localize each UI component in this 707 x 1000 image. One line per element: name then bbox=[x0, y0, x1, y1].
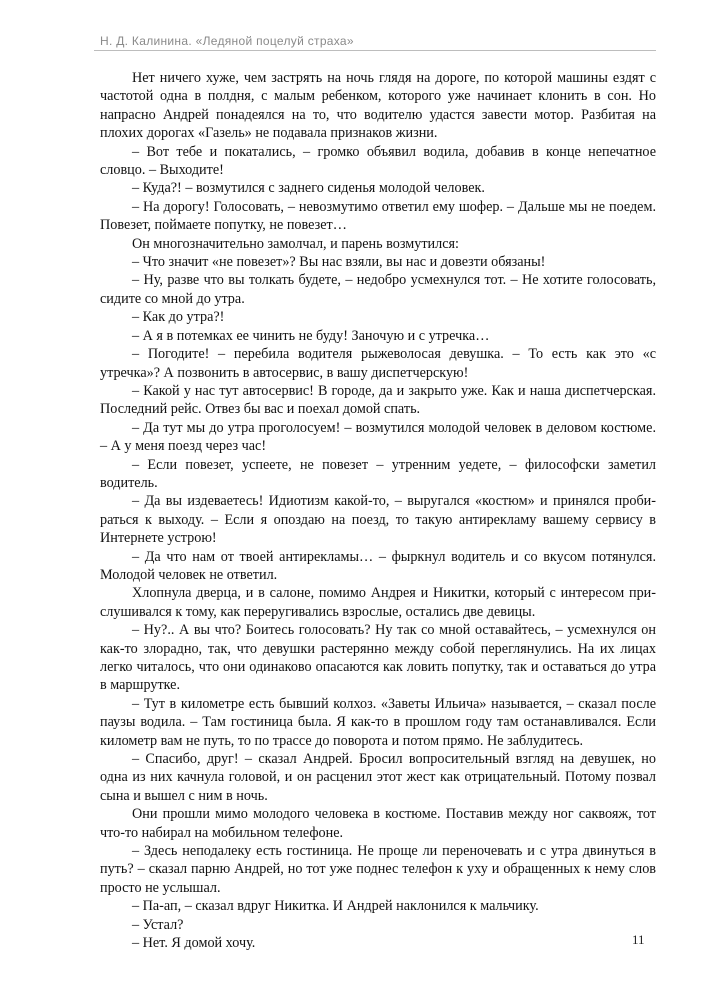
paragraph: Они прошли мимо молодого человека в костюме. Поставив между ног саквояж, тот что-то набирал на мобильном телефоне. bbox=[100, 806, 656, 841]
page-number: 11 bbox=[632, 932, 645, 947]
header-divider bbox=[94, 50, 656, 51]
paragraph: – Нет. Я домой хочу. bbox=[132, 935, 256, 952]
paragraph: – Да тут мы до утра проголосуем! – возмутился молодой человек в деловом костюме. – А у меня поезд через час! bbox=[100, 419, 656, 455]
paragraph: – Устал? bbox=[132, 916, 184, 933]
paragraph: Нет ничего хуже, чем застрять на ночь глядя на дороге, по которой машины ездят с частотой одна в полдня, с малым ребенком, которого уже начинает клонить в сон. Но напрасно Андрей понадеялся на то, что водителю удастся завести мотор. Разбитая на плохих дорогах «Газель» не подавала признаков жизни. bbox=[100, 70, 656, 142]
paragraph: – Спасибо, друг! – сказал Андрей. Бросил вопросительный взгляд на девушек, но одна из них качнула головой, и он расценил этот жест как отрицательный. Потому позвал сына и вышел с ним в ночь. bbox=[100, 751, 656, 804]
paragraph: – Здесь неподалеку есть гостиница. Не проще ли переночевать и с утра двинуться в путь? – сказал парню Андрей, но тот уже поднес телефон к уху и обращенных к нему слов просто не услышал. bbox=[100, 843, 656, 896]
paragraph: – Вот тебе и покатались, – громко объявил водила, добавив в конце непечатное словцо. – Выходите! bbox=[100, 143, 656, 179]
paragraph: – Да вы издеваетесь! Идиотизм какой-то, – выругался «костюм» и принялся пробираться к выходу. – Если я опоздаю на поезд, то такую антирекламу вашему сервису в Интернете устрою! bbox=[100, 493, 656, 547]
paragraph: – На дорогу! Голосовать, – невозмутимо ответил ему шофер. – Дальше мы не поедем. Повезет, поймаете попутку, не повезет… bbox=[100, 198, 656, 234]
paragraph: – Какой у нас тут автосервис! В городе, да и закрыто уже. Как и наша диспетчерская. Последний рейс. Отвез бы вас и поехал домой спать. bbox=[100, 382, 656, 418]
paragraph: – Тут в километре есть бывший колхоз. «Заветы Ильича» называется, – сказал после паузы водила. – Там гостиница была. Я как-то в прошлом году там останавливался. Если километр вам не путь, то по трассе до поворота и потом прямо. Не заблудитесь. bbox=[100, 695, 656, 749]
paragraph: – Ну, разве что вы толкать будете, – недобро усмехнулся тот. – Не хотите голосовать, сидите со мной до утра. bbox=[100, 272, 656, 307]
paragraph: Хлопнула дверца, и в салоне, помимо Андрея и Никитки, который с интересом прислушивался к тому, как переругивались взрослые, остались две девицы. bbox=[100, 585, 656, 620]
paragraph: – Что значит «не повезет»? Вы нас взяли, вы нас и довезти обязаны! bbox=[132, 254, 546, 271]
paragraph: – Ну?.. А вы что? Боитесь голосовать? Ну так со мной оставайтесь, – усмехнулся он как-то злорадно, так, что девушки растерянно между собой переглянулись. На их лицах легко читалось, что они одинаково опасаются как ловить попутку, так и оставаться до утра в маршрутке. bbox=[100, 622, 656, 694]
paragraph: – А я в потемках ее чинить не буду! Заночую и с утречка… bbox=[132, 327, 490, 344]
running-head: Н. Д. Калинина. «Ледяной поцелуй страха» bbox=[100, 34, 354, 48]
paragraph: – Па-ап, – сказал вдруг Никитка. И Андрей наклонился к мальчику. bbox=[132, 898, 539, 915]
paragraph: – Если повезет, успеете, не повезет – утренним уедете, – философски заметил водитель. bbox=[100, 456, 656, 491]
paragraph: – Да что нам от твоей антирекламы… – фыркнул водитель и со вкусом потянулся. Молодой человек не ответил. bbox=[100, 548, 656, 583]
paragraph: – Как до утра?! bbox=[132, 309, 225, 326]
paragraph: Он многозначительно замолчал, и парень возмутился: bbox=[132, 235, 459, 252]
body-text bbox=[100, 69, 656, 953]
paragraph: – Куда?! – возмутился с заднего сиденья молодой человек. bbox=[132, 180, 485, 197]
paragraph: – Погодите! – перебила водителя рыжеволосая девушка. – То есть как это «с утречка»? А позвонить в автосервис, в вашу диспетчерскую! bbox=[100, 346, 656, 381]
